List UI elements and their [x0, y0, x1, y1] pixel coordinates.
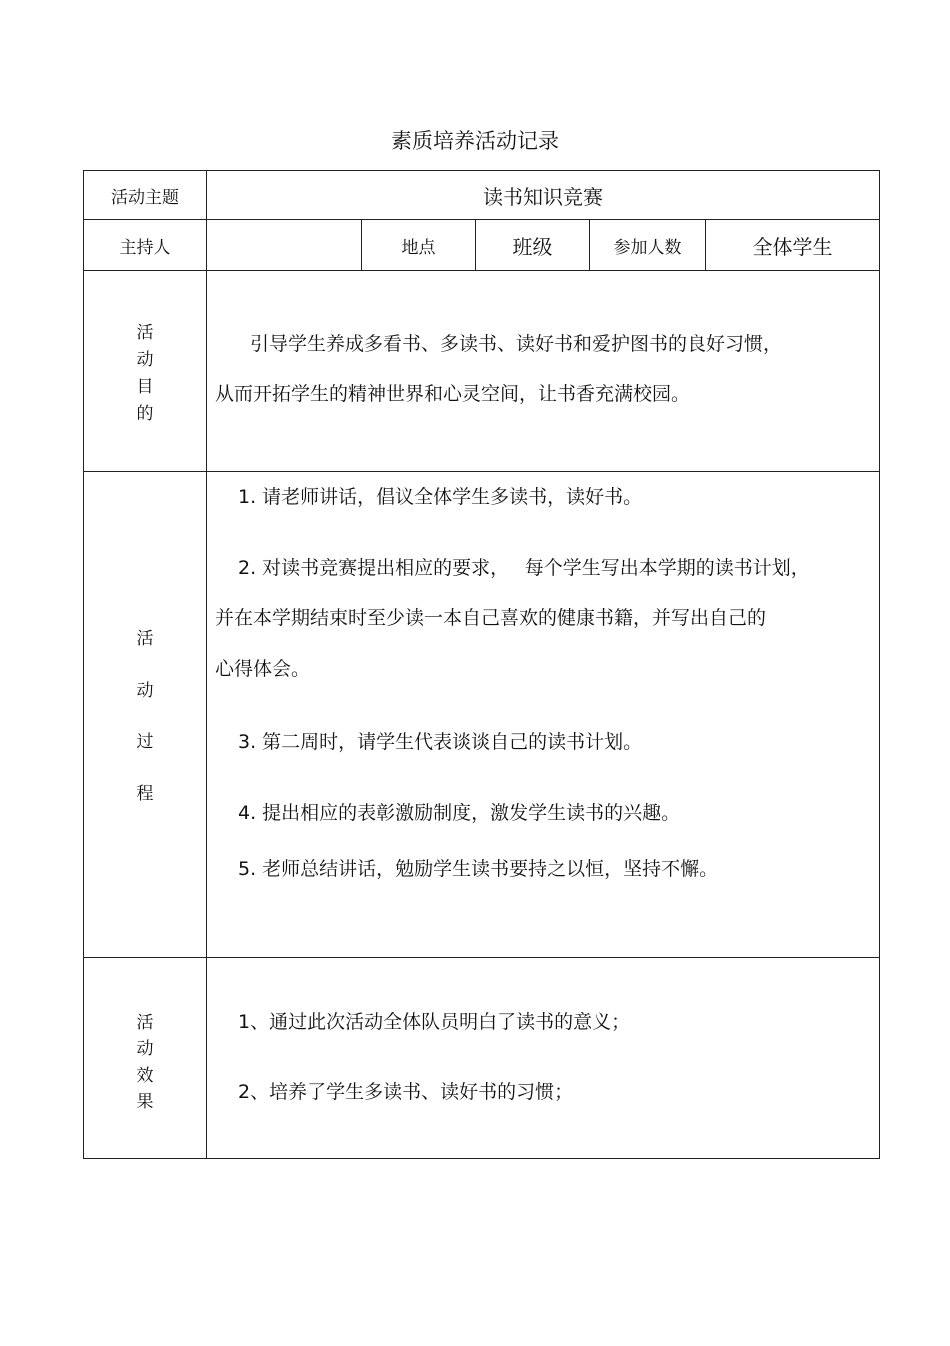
effect-label-char: 动 — [136, 1039, 154, 1060]
host-label: 主持人 — [119, 237, 171, 258]
effect-label-char: 活 — [136, 1013, 154, 1033]
column-divider — [206, 170, 207, 1159]
purpose-label-char: 动 — [136, 350, 154, 370]
row-divider — [83, 957, 880, 958]
effect-label-char: 果 — [136, 1091, 154, 1112]
effect-line: 2、培养了学生多读书、读好书的习惯； — [238, 1081, 574, 1103]
purpose-label-char: 的 — [136, 404, 154, 424]
process-line: 5. 老师总结讲话，勉励学生读书要持之以恒，坚持不懈。 — [238, 858, 719, 880]
document-title: 素质培养活动记录 — [391, 129, 559, 153]
participant-count-value: 全体学生 — [752, 234, 833, 259]
theme-label: 活动主题 — [111, 187, 179, 208]
purpose-label-char: 活 — [136, 323, 154, 343]
row-divider — [83, 270, 880, 271]
effect-label — [84, 1008, 206, 1112]
process-line: 2. 对读书竞赛提出相应的要求， 每个学生写出本学期的读书计划， — [238, 557, 810, 579]
process-label-char: 动 — [136, 680, 154, 701]
process-line: 心得体会。 — [215, 658, 311, 680]
place-value: 班级 — [512, 234, 553, 259]
process-line: 3. 第二周时，请学生代表谈谈自己的读书计划。 — [238, 731, 643, 753]
process-line: 1. 请老师讲话，倡议全体学生多读书，读好书。 — [238, 486, 643, 508]
purpose-label — [84, 318, 206, 424]
process-label-char: 过 — [136, 732, 154, 753]
purpose-label-char: 目 — [136, 377, 154, 397]
row-divider — [83, 471, 880, 472]
process-label-char: 活 — [136, 629, 154, 649]
place-label: 地点 — [401, 237, 436, 258]
purpose-line: 引导学生养成多看书、多读书、读好书和爱护图书的良好习惯， — [250, 333, 783, 355]
effect-label-char: 效 — [136, 1065, 154, 1086]
theme-value: 读书知识竞赛 — [483, 184, 603, 209]
participant-count-label: 参加人数 — [613, 237, 682, 258]
process-label — [84, 624, 206, 804]
process-line: 并在本学期结束时至少读一本自己喜欢的健康书籍，并写出自己的 — [215, 607, 767, 629]
process-line: 4. 提出相应的表彰激励制度，激发学生读书的兴趣。 — [238, 802, 681, 824]
process-label-char: 程 — [136, 783, 154, 804]
purpose-line: 从而开拓学生的精神世界和心灵空间，让书香充满校园。 — [215, 383, 691, 405]
effect-line: 1、通过此次活动全体队员明白了读书的意义； — [238, 1011, 631, 1033]
host-value — [207, 220, 361, 270]
